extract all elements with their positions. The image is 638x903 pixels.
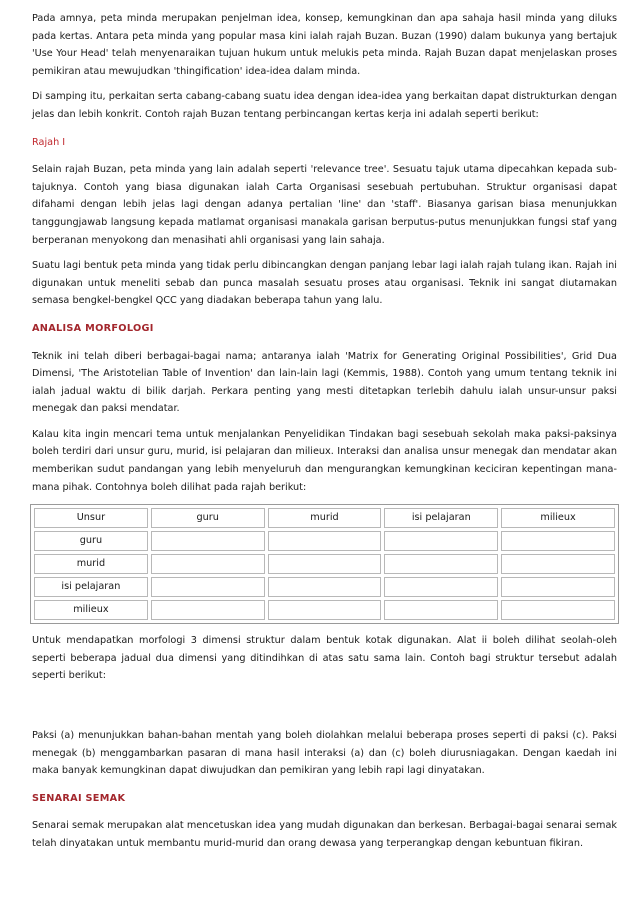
paragraph-fishbone: Suatu lagi bentuk peta minda yang tidak perlu dibincangkan dengan panjang lebar lagi ialah rajah tulang ikan. Rajah ini digunakan untuk meneliti sebab dan punca masalah sesuatu proses atau organisasi. Teknik ini sangat diutamakan semasa bengkel-bengkel QCC yang diadakan beberapa tahun yang lalu. — [32, 260, 617, 307]
section-heading-senarai-semak: SENARAI SEMAK — [32, 792, 126, 804]
paragraph-morfologi-intro: Teknik ini telah diberi berbagai-bagai nama; antaranya ialah 'Matrix for Generating Original Possibilities', Grid Dua Dimensi, 'The Aristotelian Table of Invention' dan lain-lain lagi (Kemmis, 1988). Contoh yang umum tentang teknik ini ialah jadual waktu di bilik darjah. Perkara penting yang mesti ditetapkan terlebih dahulu ialah unsur-unsur paksi menegak dan paksi mendatar. — [32, 350, 617, 415]
table-cell — [268, 600, 382, 620]
document-page — [32, 10, 617, 853]
table-cell — [384, 554, 498, 574]
table-header-cell: isi pelajaran — [384, 508, 498, 528]
row-label: milieux — [34, 600, 148, 620]
table-cell — [384, 531, 498, 551]
table-cell — [151, 554, 265, 574]
table-cell — [268, 531, 382, 551]
figure-placeholder — [32, 685, 617, 727]
table-cell — [151, 600, 265, 620]
table-row — [34, 531, 615, 551]
table-cell — [384, 600, 498, 620]
row-label: murid — [34, 554, 148, 574]
row-label: guru — [34, 531, 148, 551]
paragraph-buzan: Di samping itu, perkaitan serta cabang-cabang suatu idea dengan idea-idea yang berkaitan dapat distrukturkan dengan jelas dan lebih konkrit. Contoh rajah Buzan tentang perbincangan kertas kerja ini adalah seperti berikut: — [32, 91, 617, 120]
table-cell — [384, 577, 498, 597]
paragraph-morfologi-example: Kalau kita ingin mencari tema untuk menjalankan Penyelidikan Tindakan bagi sesebuah sekolah maka paksi-paksinya boleh terdiri dari unsur guru, murid, isi pelajaran dan milieux. Interaksi dan analisa unsur menegak dan mendatar akan memberikan sudut pandangan yang lebih menyeluruh dan mengurangkan kemungkinan keciciran kepentingan mana-mana pihak. Contohnya boleh dilihat pada rajah berikut: — [32, 428, 617, 493]
table-cell — [501, 600, 615, 620]
table-cell — [151, 531, 265, 551]
table-header-cell: murid — [268, 508, 382, 528]
table-row — [34, 600, 615, 620]
table-cell — [501, 531, 615, 551]
paragraph-senarai-semak: Senarai semak merupakan alat mencetuskan idea yang mudah digunakan dan berkesan. Berbagai-bagai senarai semak telah dinyatakan untuk membantu murid-murid dan orang dewasa yang terperangkap dengan kebuntuan fikiran. — [32, 820, 617, 849]
table-header-cell: guru — [151, 508, 265, 528]
paragraph-intro: Pada amnya, peta minda merupakan penjelman idea, konsep, kemungkinan dan apa sahaja hasil minda yang diluks pada kertas. Antara peta minda yang popular masa kini ialah rajah Buzan. Buzan (1990) dalam bukunya yang bertajuk 'Use Your Head' telah menyenaraikan tujuan hukum untuk melukis peta minda. Rajah Buzan dapat menjelaskan proses pemikiran atau mewujudkan 'thingification' idea-idea dalam minda. — [32, 13, 617, 77]
table-cell — [501, 577, 615, 597]
table-header-cell: Unsur — [34, 508, 148, 528]
table-header-row — [34, 508, 615, 528]
table-cell — [151, 577, 265, 597]
paragraph-axes: Paksi (a) menunjukkan bahan-bahan mentah yang boleh diolahkan melalui beberapa proses seperti di paksi (c). Paksi menegak (b) menggambarkan pasaran di mana hasil interaksi (a) dan (c) boleh diurusniagakan. Dengan kaedah ini maka banyak kemungkinan dapat diwujudkan dan pemikiran yang lebih rapi lagi dinyatakan. — [32, 730, 617, 777]
row-label: isi pelajaran — [34, 577, 148, 597]
paragraph-3d-morfologi: Untuk mendapatkan morfologi 3 dimensi struktur dalam bentuk kotak digunakan. Alat ii boleh dilihat seolah-oleh seperti beberapa jadual dua dimensi yang ditindihkan di atas satu sama lain. Contoh bagi struktur tersebut adalah seperti berikut: — [32, 635, 617, 682]
table-row — [34, 577, 615, 597]
section-heading-morfologi: ANALISA MORFOLOGI — [32, 322, 154, 334]
table-row — [34, 554, 615, 574]
table-cell — [501, 554, 615, 574]
table-header-cell: milieux — [501, 508, 615, 528]
paragraph-relevance-tree: Selain rajah Buzan, peta minda yang lain adalah seperti 'relevance tree'. Sesuatu tajuk utama dipecahkan kepada sub-tajuknya. Contoh yang biasa digunakan ialah Carta Organisasi sesebuah pertubuhan. Struktur organisasi dapat difahami dengan lebih jelas lagi dengan adanya pertalian 'line' dan 'staff'. Biasanya garisan biasa menunjukkan tanggungjawab langsung kepada matlamat organisasi manakala garisan berputus-putus menunjukkan fungsi staf yang berperanan menyokong dan menasihati ahli organisasi yang lain sahaja. — [32, 164, 617, 246]
morphology-table — [30, 504, 619, 624]
table-cell — [268, 577, 382, 597]
table-cell — [268, 554, 382, 574]
figure-caption: Rajah I — [32, 136, 66, 148]
